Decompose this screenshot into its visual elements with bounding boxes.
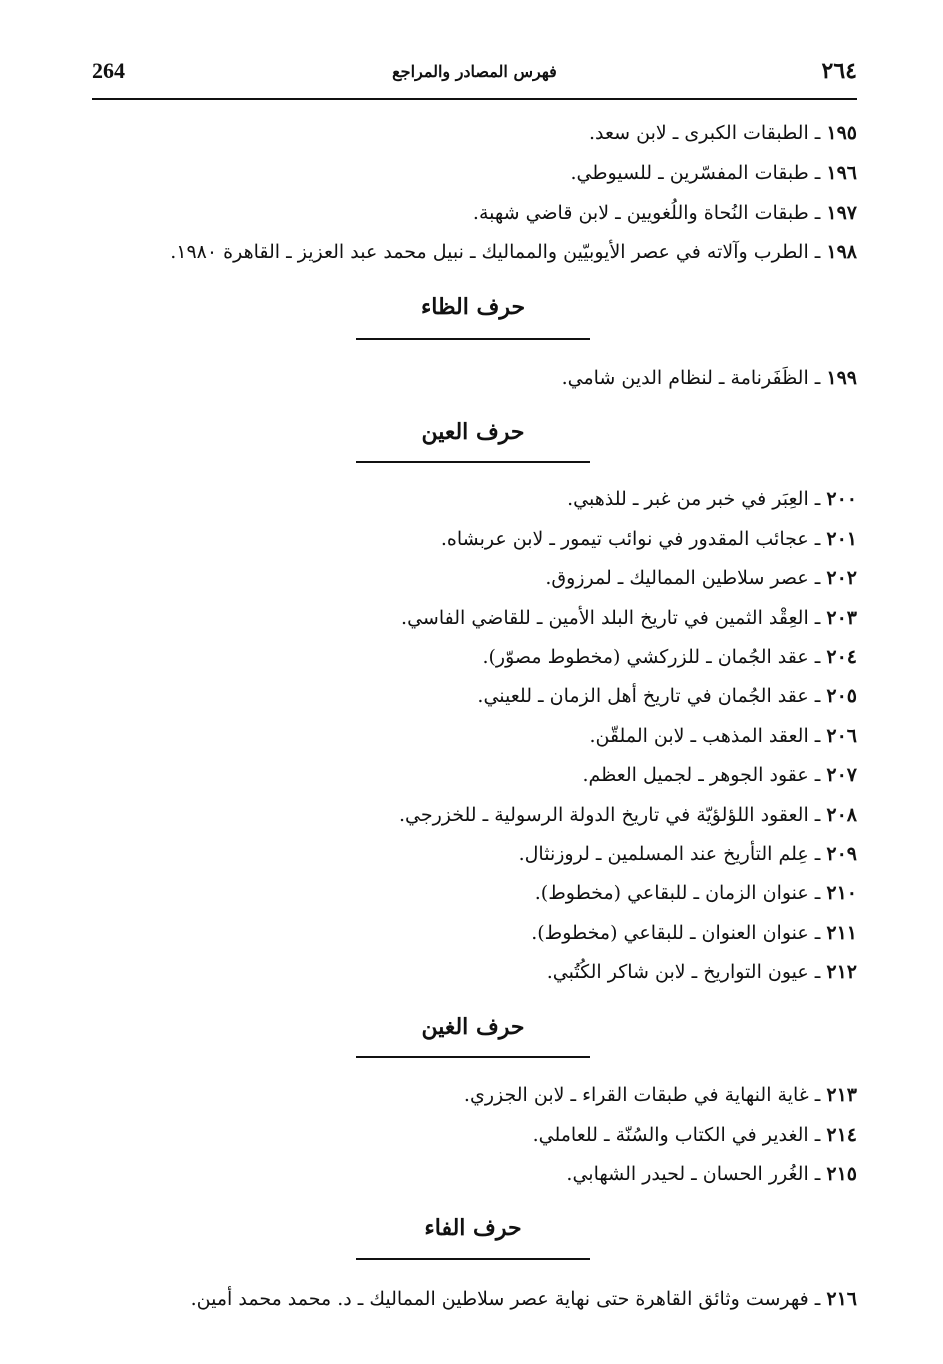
section-heading: حرف الظاء [420,294,526,320]
entry-number: ٢١٢ [826,961,857,983]
entry-text: ـ عقود الجوهر ـ لجميل العظم. [582,764,827,786]
entry-text: ـ عيون التواريخ ـ لابن شاكر الكُتُبي. [546,961,827,983]
entry-text: ـ الغُرر الحسان ـ لحيدر الشهابي. [566,1163,827,1185]
entry-text: ـ عصر سلاطين المماليك ـ لمرزوق. [545,567,827,589]
entry-text: ـ عنوان العنوان ـ للبقاعي (مخطوط). [531,922,827,944]
list-item [170,238,857,266]
entry-number: ٢١٠ [826,882,857,904]
entry-number: ٢١٥ [826,1163,857,1185]
list-item [464,1081,857,1109]
list-item [589,722,857,750]
entry-text: ـ فهرست وثائق القاهرة حتى نهاية عصر سلاطين المماليك ـ د. محمد محمد أمين. [190,1288,827,1310]
entry-number: ٢١٤ [826,1124,857,1146]
entry-text: ـ عجائب المقدور في نوائب تيمور ـ لابن عربشاه. [440,528,827,550]
entry-text: ـ عنوان الزمان ـ للبقاعي (مخطوط). [534,882,827,904]
list-item [589,119,857,147]
list-item [441,525,857,553]
entry-text: ـ العِقْد الثمين في تاريخ البلد الأمين ـ للقاضي الفاسي. [401,607,827,629]
list-item [473,199,857,227]
list-item [531,919,857,947]
entry-text: ـ الغدير في الكتاب والسُنّة ـ للعاملي. [532,1124,827,1146]
section-rule [356,1056,590,1058]
list-item [570,159,857,187]
entry-text: ـ عقد الجُمان ـ للزركشي (مخطوط مصوّر). [482,646,827,668]
entry-text: ـ العقد المذهب ـ لابن الملقّن. [589,725,827,747]
section-rule [356,461,590,463]
entry-number: ٢٠٣ [826,607,857,629]
list-item [482,643,857,671]
entry-text: ـ طبقات النُحاة واللُغويين ـ لابن قاضي شهبة. [472,202,827,224]
entry-number: ٢١٦ [826,1288,857,1310]
list-item [401,604,857,632]
section-heading: حرف الغين [421,1014,525,1040]
entry-number: ٢١١ [826,922,857,944]
entry-text: ـ عقد الجُمان في تاريخ أهل الزمان ـ للعيني. [477,685,827,707]
running-title: فهرس المصادر والمراجع [392,62,557,81]
entry-number: ٢٠٧ [826,764,857,786]
entry-text: ـ غاية النهاية في طبقات القراء ـ لابن الجزري. [463,1084,827,1106]
entry-number: ٢٠١ [826,528,857,550]
list-item [191,1285,857,1313]
entry-number: ٢٠٤ [826,646,857,668]
entry-number: ٢٠٦ [826,725,857,747]
page-number-arabic: ٢٦٤ [821,58,857,84]
entry-number: ٢٠٢ [826,567,857,589]
entry-number: ١٩٩ [826,367,857,389]
list-item [547,958,857,986]
list-item [567,485,857,513]
entry-number: ١٩٥ [826,122,857,144]
entry-text: ـ العقود اللؤلؤيّة في تاريخ الدولة الرسولية ـ للخزرجي. [398,804,827,826]
entry-text: ـ الطبقات الكبرى ـ لابن سعد. [588,122,827,144]
list-item [519,840,857,868]
section-rule [356,1258,590,1260]
entry-text: ـ الطرب وآلاته في عصر الأيوبيّين والمماليك ـ نبيل محمد عبد العزيز ـ القاهرة ١٩٨٠. [170,241,827,263]
section-heading: حرف العين [421,419,525,445]
entry-text: ـ الظَفَرنامة ـ لنظام الدين شامي. [561,367,827,389]
page-number-latin: 264 [92,58,125,83]
list-item [399,801,857,829]
list-item [582,761,857,789]
entry-number: ٢٠٨ [826,804,857,826]
list-item [533,1121,857,1149]
list-item [477,682,857,710]
list-item [566,1160,857,1188]
section-rule [356,338,590,340]
entry-text: ـ العِبَر في خبر من غبر ـ للذهبي. [567,488,827,510]
entry-text: ـ عِلم التأريخ عند المسلمين ـ لروزنثال. [518,843,827,865]
entry-number: ١٩٧ [826,202,857,224]
section-heading: حرف الفاء [424,1215,522,1241]
list-item [535,879,857,907]
entry-number: ١٩٦ [826,162,857,184]
entry-number: ٢٠٥ [826,685,857,707]
page-header [92,58,857,100]
list-item [562,364,857,392]
entry-number: ٢٠٠ [826,488,857,510]
entry-text: ـ طبقات المفسّرين ـ للسيوطي. [570,162,827,184]
entry-number: ٢١٣ [826,1084,857,1106]
entry-number: ١٩٨ [826,241,857,263]
list-item [545,564,857,592]
entry-number: ٢٠٩ [826,843,857,865]
